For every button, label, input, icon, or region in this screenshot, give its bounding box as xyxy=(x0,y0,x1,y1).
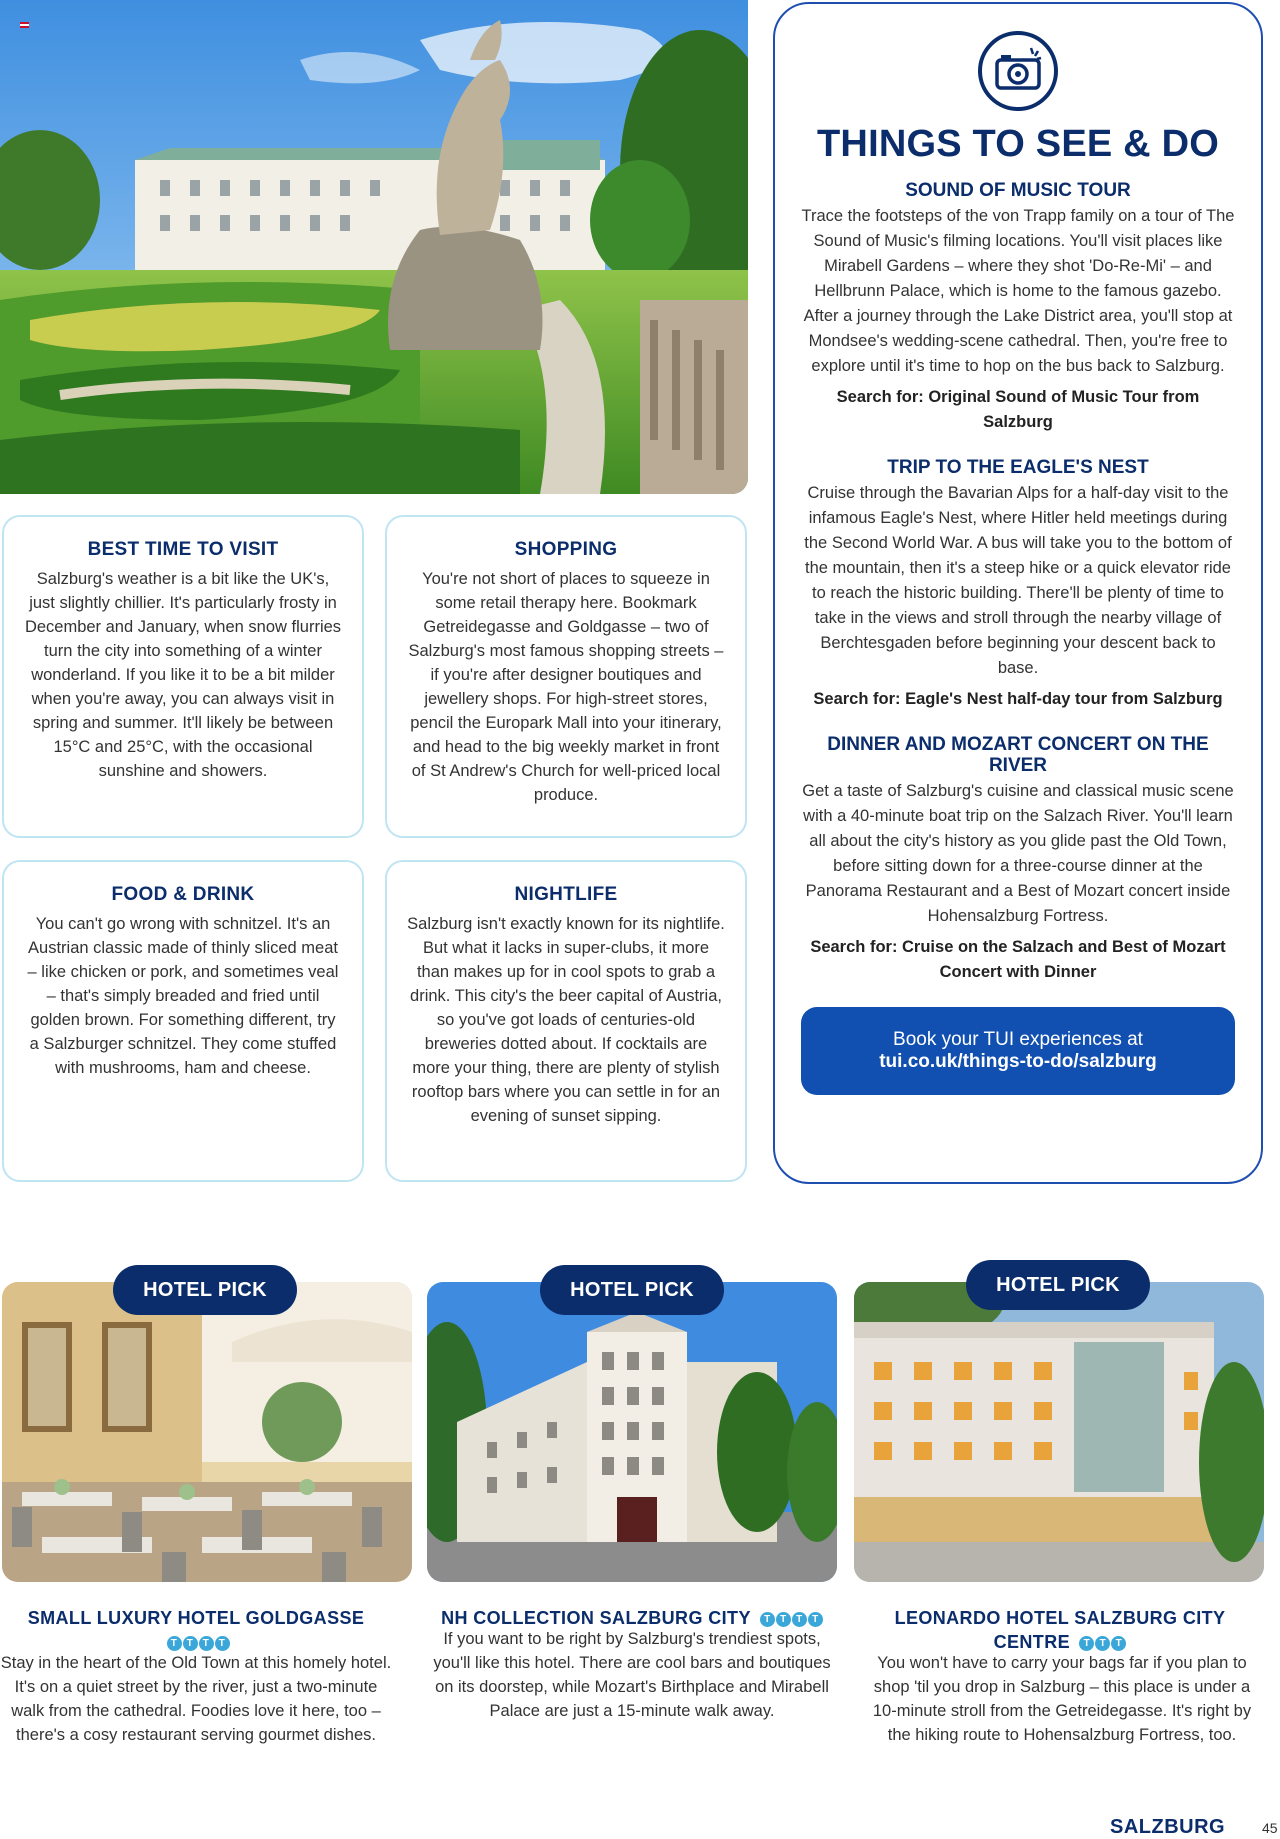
section-heading: SOUND OF MUSIC TOUR xyxy=(905,180,1131,201)
hotel-name xyxy=(860,1606,1260,1654)
food-drink-heading: FOOD & DRINK xyxy=(111,884,255,905)
best-time-box xyxy=(2,515,364,838)
hotel-name xyxy=(0,1606,392,1654)
cta-label: Book your TUI experiences at xyxy=(893,1029,1143,1050)
nightlife-heading: NIGHTLIFE xyxy=(514,884,618,905)
hotel-leonardo-photo xyxy=(854,1282,1264,1582)
hotel-rating xyxy=(1079,1636,1126,1651)
hotel-pick-badge: HOTEL PICK xyxy=(540,1265,724,1315)
hero-illustration xyxy=(0,0,748,494)
austria-flag-icon xyxy=(20,22,29,28)
hotel-rating xyxy=(760,1612,823,1627)
hotel-name-text: LEONARDO HOTEL SALZBURG CITY xyxy=(894,1608,1226,1628)
mozart-concert-section xyxy=(801,734,1235,985)
leonardo-hotel-illustration xyxy=(854,1282,1264,1582)
sound-of-music-section xyxy=(801,180,1235,435)
hotel-description: You won't have to carry your bags far if you plan to shop 'til you drop in Salzburg – this place is under a 10-minute stroll from the Getreidegasse. It's right by the hiking route to Hohensalzburg Fortress, too. xyxy=(872,1654,1252,1744)
hotel-rating xyxy=(167,1636,230,1651)
search-hint: Search for: Cruise on the Salzach and Best of Mozart Concert with Dinner xyxy=(810,938,1226,981)
food-drink-box xyxy=(2,860,364,1182)
best-time-heading: BEST TIME TO VISIT xyxy=(87,539,279,560)
hotel-pick-badge: HOTEL PICK xyxy=(113,1265,297,1315)
hotel-goldgasse-photo xyxy=(2,1282,412,1582)
hotel-description: If you want to be right by Salzburg's trendiest spots, you'll like this hotel. There are cool bars and boutiques on its doorstep, while Mozart's Birthplace and Mirabell Palace are just a 15-minute walk away. xyxy=(433,1630,831,1720)
section-heading: TRIP TO THE EAGLE'S NEST xyxy=(887,457,1149,478)
section-heading: DINNER AND MOZART CONCERT ON THE RIVER xyxy=(827,734,1209,776)
shopping-box xyxy=(385,515,747,838)
shopping-text: You're not short of places to squeeze in some retail therapy here. Bookmark Getreidegasse and Goldgasse – two of Salzburg's most famous shopping streets – if you're after designer boutiques and jewellery shops. For high-street stores, pencil the Europark Mall into your itinerary, and head to the big weekly market in front of St Andrew's Church for well-priced local produce. xyxy=(408,570,724,804)
rating-star-icon: T xyxy=(1095,1636,1110,1651)
hotel-name-text: NH COLLECTION SALZBURG CITY xyxy=(441,1608,751,1628)
rating-star-icon: T xyxy=(1111,1636,1126,1651)
camera-icon xyxy=(977,30,1059,112)
nightlife-text: Salzburg isn't exactly known for its nightlife. But what it lacks in super-clubs, it more than makes up for in cool spots to grab a drink. This city's the beer capital of Austria, so you've got loads of centuries-old breweries dotted about. If cocktails are more your thing, there are plenty of stylish rooftop bars where you can settle in for an evening of sunset sipping. xyxy=(407,915,725,1125)
restaurant-terrace-illustration xyxy=(2,1282,412,1582)
rating-star-icon: T xyxy=(167,1636,182,1651)
search-hint: Search for: Eagle's Nest half-day tour from Salzburg xyxy=(813,690,1223,708)
rating-star-icon: T xyxy=(183,1636,198,1651)
rating-star-icon: T xyxy=(792,1612,807,1627)
rating-star-icon: T xyxy=(215,1636,230,1651)
things-to-see-panel xyxy=(773,2,1263,1184)
food-drink-text: You can't go wrong with schnitzel. It's an Austrian classic made of thinly sliced meat – like chicken or pork, and sometimes veal – that's simply breaded and fried until golden brown. For something different, try a Salzburger schnitzel. They come stuffed with mushrooms, ham and cheese. xyxy=(27,915,339,1077)
cta-url-link[interactable]: tui.co.uk/things-to-do/salzburg xyxy=(879,1051,1157,1072)
best-time-text: Salzburg's weather is a bit like the UK's, just slightly chillier. It's particularly frosty in December and January, when snow flurries turn the city into something of a winter wonderland. If you like it to be a bit milder when you're away, you can always visit in spring and summer. It'll likely be between 15°C and 25°C, with the occasional sunshine and showers. xyxy=(24,570,342,780)
things-heading: THINGS TO SEE & DO xyxy=(817,123,1219,165)
shopping-heading: SHOPPING xyxy=(514,539,618,560)
section-text: Get a taste of Salzburg's cuisine and classical music scene with a 40-minute boat trip on the Salzach River. You'll learn all about the city's history as you glide past the Old Town, before sitting down for a three-course dinner at the Panorama Restaurant and a Best of Mozart concert inside Hohensalzburg Fortress. xyxy=(802,782,1234,925)
rating-star-icon: T xyxy=(199,1636,214,1651)
rating-star-icon: T xyxy=(1079,1636,1094,1651)
rating-star-icon: T xyxy=(760,1612,775,1627)
nightlife-box xyxy=(385,860,747,1182)
hotel-description: Stay in the heart of the Old Town at this homely hotel. It's on a quiet street by the river, just a two-minute walk from the cathedral. Foodies love it here, too – there's a cosy restaurant serving gourmet dishes. xyxy=(0,1654,392,1744)
rating-star-icon: T xyxy=(808,1612,823,1627)
hotel-pick-badge: HOTEL PICK xyxy=(966,1260,1150,1310)
hotel-nh-photo xyxy=(427,1282,837,1582)
book-experiences-button[interactable] xyxy=(801,1007,1235,1095)
eagles-nest-section xyxy=(801,457,1235,712)
search-hint: Search for: Original Sound of Music Tour from Salzburg xyxy=(836,388,1200,431)
hotel-name-text: SMALL LUXURY HOTEL GOLDGASSE xyxy=(27,1608,365,1628)
rating-star-icon: T xyxy=(776,1612,791,1627)
section-text: Trace the footsteps of the von Trapp family on a tour of The Sound of Music's filming locations. You'll visit places like Mirabell Gardens – where they shot 'Do-Re-Mi' – and Hellbrunn Palace, which is home to the famous gazebo. After a journey through the Lake District area, you'll stop at Mondsee's wedding-scene cathedral. Then, you're free to explore until it's time to hop on the bus back to Salzburg. xyxy=(801,207,1235,375)
mirabell-gardens-photo xyxy=(0,0,748,494)
section-footer-title: SALZBURG xyxy=(1110,1816,1226,1838)
section-text: Cruise through the Bavarian Alps for a half-day visit to the infamous Eagle's Nest, where Hitler held meetings during the Second World War. A bus will take you to the bottom of the mountain, then it's a steep hike or a quick elevator ride to reach the historic building. There'll be plenty of time to take in the views and stroll through the nearby village of Berchtesgaden before beginning your descent back to base. xyxy=(804,484,1232,677)
nh-hotel-illustration xyxy=(427,1282,837,1582)
hotel-name-text: CENTRE xyxy=(993,1632,1070,1652)
page-number: 45 xyxy=(1262,1820,1278,1836)
